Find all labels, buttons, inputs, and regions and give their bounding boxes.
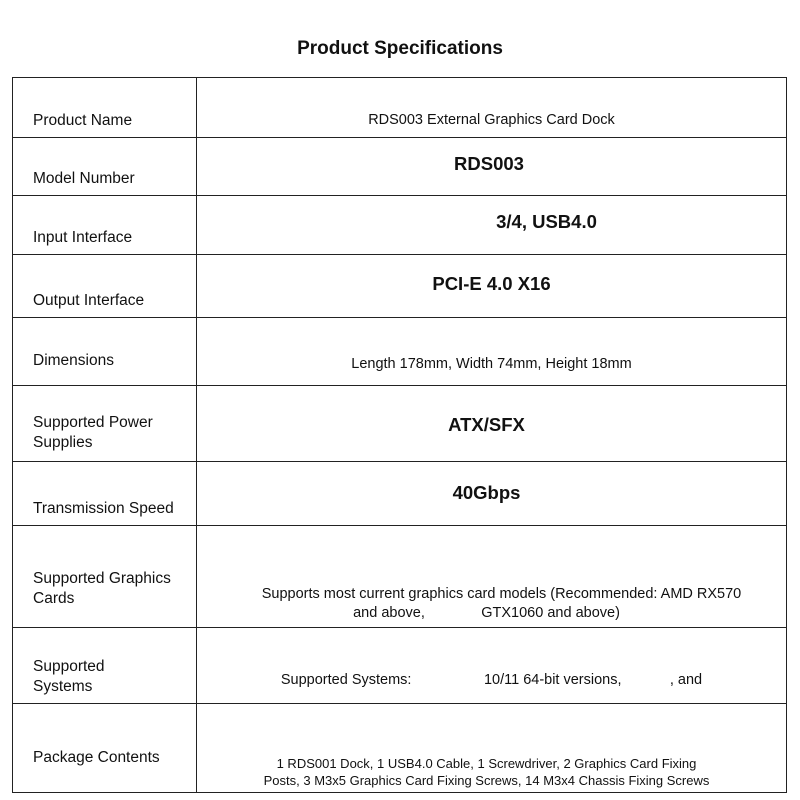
- table-row: [13, 255, 787, 318]
- spec-label: Input Interface: [13, 196, 197, 255]
- spec-label: Transmission Speed: [13, 462, 197, 526]
- table-row: [13, 386, 787, 462]
- spec-label: Supported Systems: [13, 628, 197, 704]
- table-row: [13, 526, 787, 628]
- spec-label: Supported Graphics Cards: [13, 526, 197, 628]
- spec-value: 3/4, USB4.0: [197, 196, 787, 255]
- spec-value: PCI-E 4.0 X16: [197, 255, 787, 318]
- table-row: [13, 196, 787, 255]
- spec-value: ATX/SFX: [197, 386, 787, 462]
- spec-label: Supported Power Supplies: [13, 386, 197, 462]
- table-row: [13, 704, 787, 793]
- spec-table: [12, 77, 787, 793]
- spec-value: 1 RDS001 Dock, 1 USB4.0 Cable, 1 Screwdriver, 2 Graphics Card Fixing Posts, 3 M3x5 Graphics Card Fixing Screws, 14 M3x4 Chassis Fixing Screws: [197, 704, 787, 793]
- spec-value: 40Gbps: [197, 462, 787, 526]
- spec-label: Package Contents: [13, 704, 197, 793]
- spec-label: Output Interface: [13, 255, 197, 318]
- table-row: [13, 628, 787, 704]
- spec-label: Product Name: [13, 78, 197, 138]
- table-row: [13, 138, 787, 196]
- spec-label: Dimensions: [13, 318, 197, 386]
- spec-value: Supports most current graphics card models (Recommended: AMD RX570 and above, GTX1060 and above): [197, 526, 787, 628]
- spec-value: Length 178mm, Width 74mm, Height 18mm: [197, 318, 787, 386]
- spec-value: Supported Systems: 10/11 64-bit versions, , and: [197, 628, 787, 704]
- spec-value: RDS003 External Graphics Card Dock: [197, 78, 787, 138]
- table-row: [13, 462, 787, 526]
- spec-value: RDS003: [197, 138, 787, 196]
- spec-label: Model Number: [13, 138, 197, 196]
- table-row: [13, 78, 787, 138]
- page-title: Product Specifications: [297, 38, 503, 59]
- table-row: [13, 318, 787, 386]
